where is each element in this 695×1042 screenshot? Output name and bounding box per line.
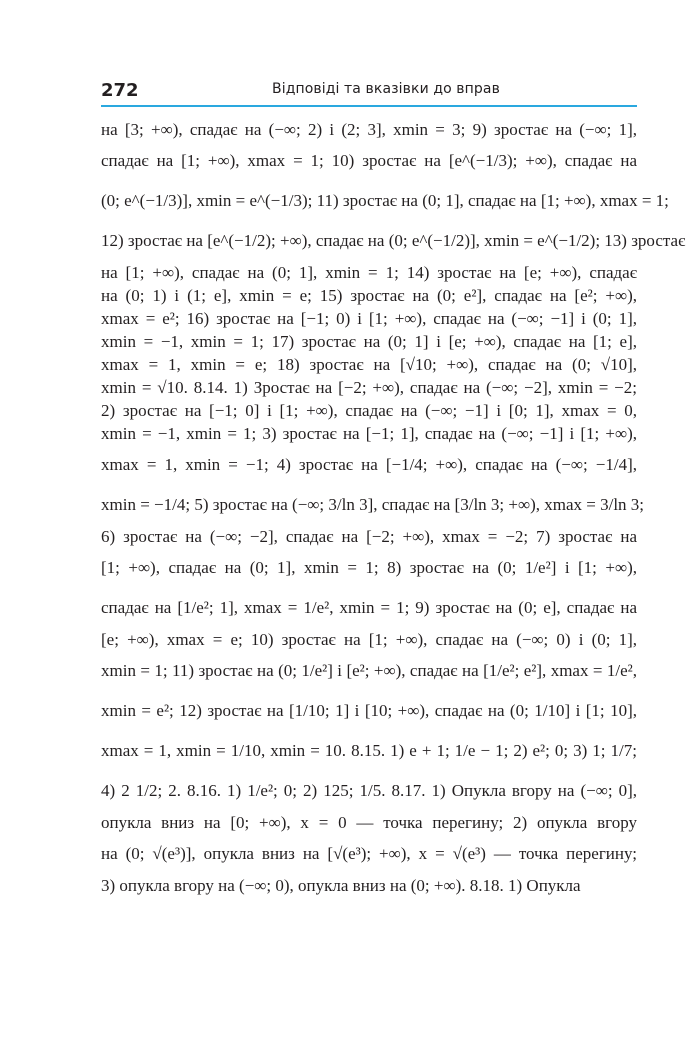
text-line: xmin = 1; 11) зростає на (0; 1/e²] і [e²; +∞), спадає на [1/e²; e²], xmax = 1/e², [101, 661, 637, 680]
text-line: xmax = 1, xmin = −1; 4) зростає на [−1/4; +∞), спадає на (−∞; −1/4], [101, 455, 637, 474]
text-line: xmax = 1, xmin = e; 18) зростає на [√10; +∞), спадає на (0; √10], [101, 355, 637, 374]
text-line: 12) зростає на [e^(−1/2); +∞), спадає на (0; e^(−1/2)], xmin = e^(−1/2); 13) зростає [101, 231, 686, 250]
text-line: на (0; 1) і (1; e], xmin = e; 15) зростає на (0; e²], спадає на [e²; +∞), [101, 286, 637, 305]
text-line: [1; +∞), спадає на (0; 1], xmin = 1; 8) зростає на (0; 1/e²] і [1; +∞), [101, 558, 637, 577]
text-line: xmax = e²; 16) зростає на [−1; 0) і [1; +∞), спадає на (−∞; −1] і (0; 1], [101, 309, 637, 328]
text-line: [e; +∞), xmax = e; 10) зростає на [1; +∞), спадає на (−∞; 0) і (0; 1], [101, 630, 637, 649]
page-number: 272 [101, 80, 139, 101]
text-line: спадає на [1; +∞), xmax = 1; 10) зростає на [e^(−1/3); +∞), спадає на [101, 151, 637, 170]
running-header: Відповіді та вказівки до вправ [272, 81, 500, 97]
text-line: на (0; √(e³)], опукла вниз на [√(e³); +∞), x = √(e³) — точка перегину; [101, 844, 637, 863]
header-rule [101, 105, 637, 107]
text-line: 2) зростає на [−1; 0] і [1; +∞), спадає на (−∞; −1] і [0; 1], xmax = 0, [101, 401, 637, 420]
answers-text [101, 118, 686, 897]
text-line: 3) опукла вгору на (−∞; 0), опукла вниз на (0; +∞). 8.18. 1) Опукла [101, 876, 581, 895]
text-line: спадає на [1/e²; 1], xmax = 1/e², xmin = 1; 9) зростає на (0; e], спадає на [101, 598, 637, 617]
text-line: на [3; +∞), спадає на (−∞; 2) і (2; 3], xmin = 3; 9) зростає на (−∞; 1], [101, 120, 637, 139]
text-line: xmax = 1, xmin = 1/10, xmin = 10. 8.15. 1) e + 1; 1/e − 1; 2) e²; 0; 3) 1; 1/7; [101, 741, 637, 760]
text-line: xmin = −1, xmin = 1; 17) зростає на (0; 1] і [e; +∞), спадає на [1; e], [101, 332, 637, 351]
text-line: (0; e^(−1/3)], xmin = e^(−1/3); 11) зростає на (0; 1], спадає на [1; +∞), xmax = 1; [101, 191, 669, 210]
text-line: 6) зростає на (−∞; −2], спадає на [−2; +∞), xmax = −2; 7) зростає на [101, 527, 637, 546]
text-line: xmin = √10. 8.14. 1) Зростає на [−2; +∞), спадає на (−∞; −2], xmin = −2; [101, 378, 637, 397]
text-line: xmin = −1, xmin = 1; 3) зростає на [−1; 1], спадає на (−∞; −1] і [1; +∞), [101, 424, 637, 443]
text-line: на [1; +∞), спадає на (0; 1], xmin = 1; 14) зростає на [e; +∞), спадає [101, 263, 637, 282]
text-line: xmin = −1/4; 5) зростає на (−∞; 3/ln 3], спадає на [3/ln 3; +∞), xmax = 3/ln 3; [101, 495, 645, 514]
text-line: опукла вниз на [0; +∞), x = 0 — точка перегину; 2) опукла вгору [101, 813, 637, 832]
text-line: xmin = e²; 12) зростає на [1/10; 1] і [10; +∞), спадає на (0; 1/10] і [1; 10], [101, 701, 637, 720]
text-line: 4) 2 1/2; 2. 8.16. 1) 1/e²; 0; 2) 125; 1/5. 8.17. 1) Опукла вгору на (−∞; 0], [101, 781, 637, 800]
